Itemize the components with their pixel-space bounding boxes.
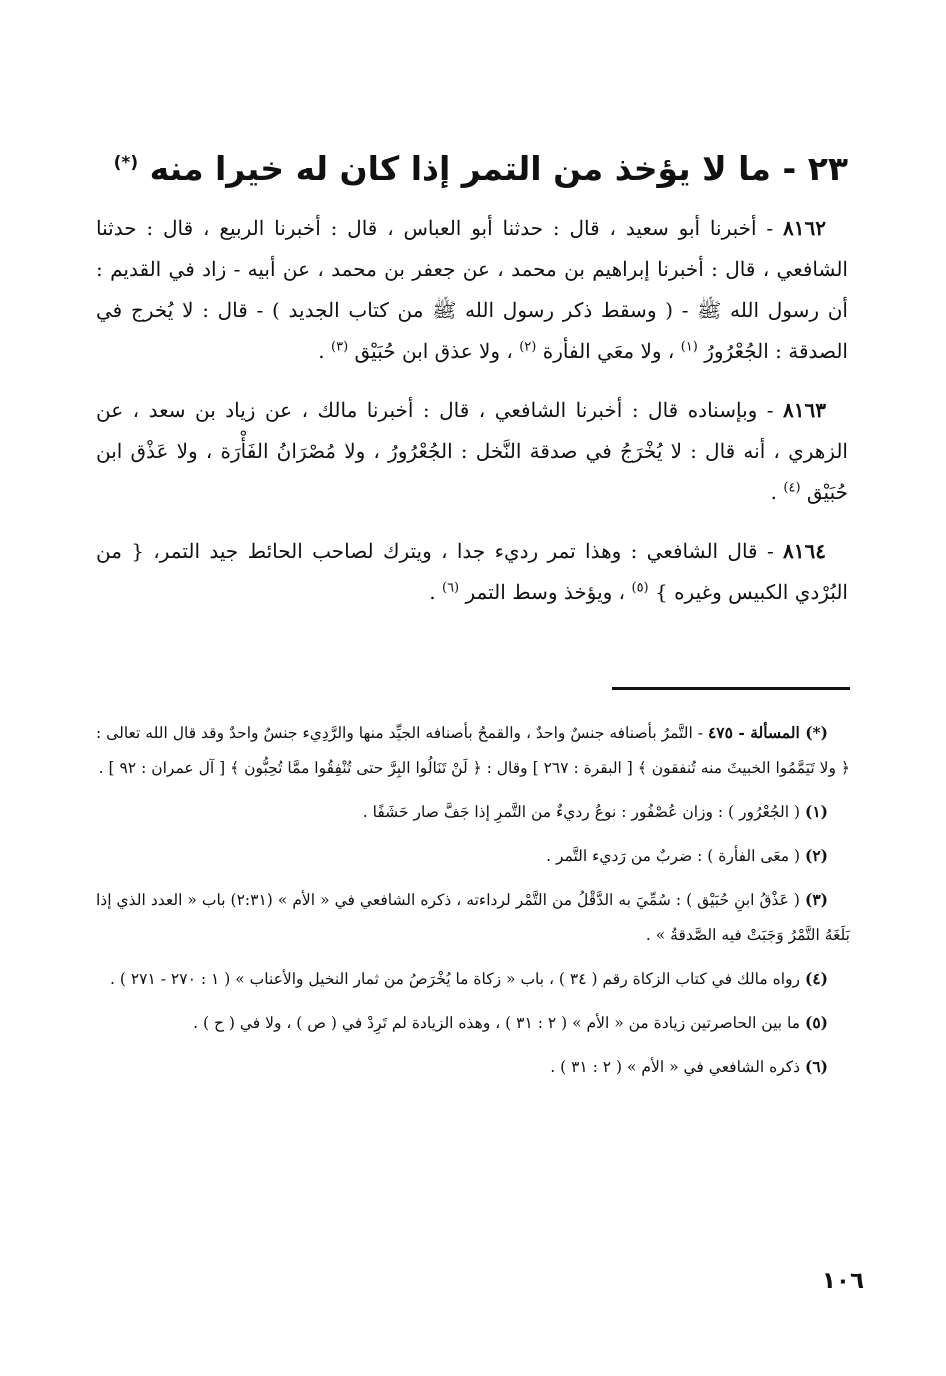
hadith-text: ، ولا عذق ابن حُبَيْق xyxy=(354,339,513,363)
footnote-label: (٥) xyxy=(804,1013,828,1032)
hadith-number: ٨١٦٣ xyxy=(783,398,826,422)
hadith-text: ، ويؤخذ وسط التمر xyxy=(465,580,626,604)
footnote xyxy=(96,838,850,874)
footnote-label: (١) xyxy=(804,802,828,821)
footnote-text: ما بين الحاصرتين زيادة من « الأم » ( ٢ : ٣١ ) ، وهذه الزيادة لم تَرِدْ في ( ص ) ، ولا في ( ح ) . xyxy=(193,1014,801,1032)
hadith-text: - وبإسناده قال : أخبرنا الشافعي ، قال : أخبرنا مالك ، عن زياد بن سعد ، عن الزهري ، أنه قال : لا يُخْرَجُ في صدقة النَّخل : الجُعْرُورُ ، ولا مُصْرَانُ الفَأْرَة ، ولا عَذْق ابن حُبَيْق xyxy=(96,398,848,504)
footnote xyxy=(96,715,850,786)
hadith-text: - أخبرنا أبو سعيد ، قال : حدثنا أبو العباس ، قال : أخبرنا الربيع ، قال : حدثنا الشافعي ، قال : أخبرنا إبراهيم بن محمد ، عن جعفر بن محمد ، عن أبيه - زاد في القديم : أن رسول الله ﷺ - ( وسقط ذكر رسول الله ﷺ من كتاب الجديد ) - قال : لا يُخرج في الصدقة : الجُعْرُورُ xyxy=(96,216,848,363)
footnote-text: رواه مالك في كتاب الزكاة رقم ( ٣٤ ) ، باب « زكاة ما يُخْرَصُ من ثمار النخيل والأعناب » ( ١ : ٢٧٠ - ٢٧١ ) . xyxy=(110,970,801,988)
chapter-heading xyxy=(88,140,848,192)
footnote-ref: (١) xyxy=(680,339,698,355)
footnote-label: (٣) xyxy=(804,890,828,909)
footnote-label: (٢) xyxy=(804,846,828,865)
hadith-paragraph xyxy=(96,531,848,613)
chapter-footnote-mark: (*) xyxy=(113,153,139,173)
footnote-label: (*) المسألة - ٤٧٥ xyxy=(707,723,828,742)
chapter-number: ٢٣ xyxy=(807,149,848,188)
footnote-text: ذكره الشافعي في « الأم » ( ٢ : ٣١ ) . xyxy=(550,1058,801,1076)
chapter-title: ما لا يؤخذ من التمر إذا كان له خيرا منه xyxy=(149,149,771,188)
footnote xyxy=(96,961,850,997)
footnote xyxy=(96,882,850,953)
hadith-text: . xyxy=(429,580,436,604)
footnote-label: (٤) xyxy=(804,969,828,988)
hadith-text: ، ولا معَي الفأرة xyxy=(542,339,675,363)
footnote xyxy=(96,794,850,830)
hadith-number: ٨١٦٢ xyxy=(783,216,827,240)
footnote-separator xyxy=(612,687,850,690)
footnote-text: ( معَى الفأرة ) : ضربٌ من رَديء التَّمر . xyxy=(546,847,801,865)
footnote xyxy=(96,1049,850,1085)
hadith-text: . xyxy=(770,480,778,504)
hadith-paragraph xyxy=(96,208,848,372)
footnotes xyxy=(96,715,850,1093)
footnote-text: - التَّمرُ بأصنافه جنسٌ واحدٌ ، والقمحُ بأصنافه الجيِّد منها والرَّدِيء جنسٌ واحدٌ وقد قال الله تعالى : ﴿ ولا تَيَمَّمُوا الخبيثَ منه تُنفقون ﴾ [ البقرة : ٢٦٧ ] وقال : ﴿ لَنْ تَنَالُوا البِرَّ حتى تُنْفِقُوا ممَّا تُحِبُّون ﴾ [ آل عمران : ٩٢ ] . xyxy=(96,724,850,777)
footnote-ref: (٤) xyxy=(783,480,801,496)
footnote-ref: (٦) xyxy=(441,580,460,596)
footnote xyxy=(96,1005,850,1041)
footnote-text: ( عَذْقُ ابنِ حُبَيْق ) : سُمِّيَ به الدَّقْلُ من التَّمْر لرداءته ، ذكره الشافعي في « الأم » (٢:٣١) باب « العدد الذي إذا بَلَغَهُ التَّمْرُ وَجَبَتْ فيه الصَّدقةُ » . xyxy=(96,891,850,944)
hadith-paragraph xyxy=(96,390,848,513)
footnote-label: (٦) xyxy=(804,1057,828,1076)
hadith-number: ٨١٦٤ xyxy=(783,539,826,563)
hadith-text: . xyxy=(318,339,325,363)
main-text xyxy=(96,208,848,631)
footnote-text: ( الجُعْرُور ) : وزان عُصْفُور : نوعُ رديءٌ من التَّمرِ إذا جَفَّ صار حَشَفًا . xyxy=(362,803,801,821)
hadith-text: - قال الشافعي : وهذا تمر رديء جدا ، ويترك لصاحب الحائط جيد التمر، { من البُرْدي الكبيس وغيره } xyxy=(96,539,848,604)
footnote-ref: (٢) xyxy=(519,339,537,355)
page-number: ١٠٦ xyxy=(821,1268,864,1294)
footnote-ref: (٥) xyxy=(631,580,649,596)
footnote-ref: (٣) xyxy=(331,339,349,355)
chapter-dash: - xyxy=(782,149,797,188)
